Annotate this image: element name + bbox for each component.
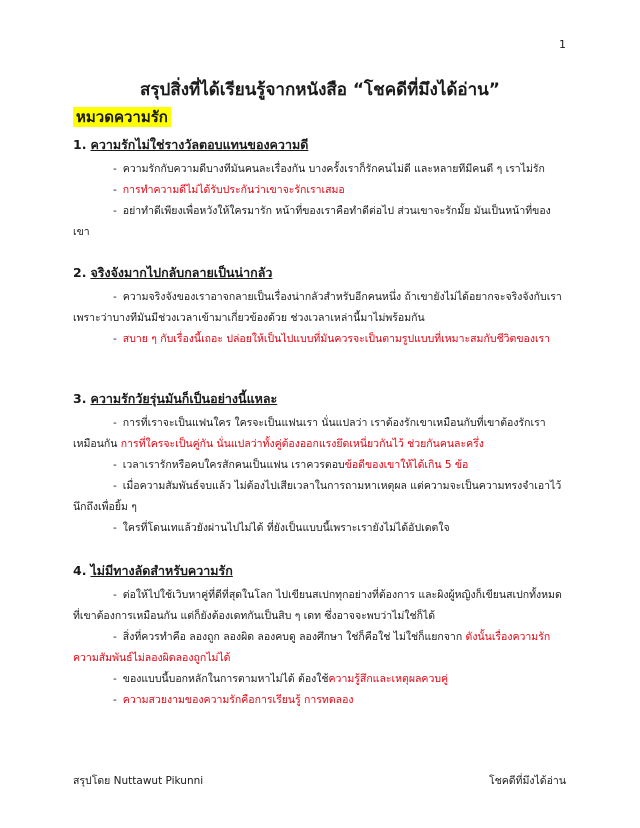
bullet-text: ของแบบนี้บอกหลักในการตามหาไม่ได้ ต้องใช้ <box>122 673 329 685</box>
bullet-dash: - <box>113 184 117 196</box>
section-number: 3. <box>73 391 87 406</box>
section-heading <box>73 560 567 581</box>
section-heading <box>73 388 567 409</box>
bullet-item <box>73 159 567 180</box>
bullet-item <box>73 690 567 711</box>
section-4 <box>73 560 567 711</box>
bullet-item <box>73 201 567 243</box>
bullet-text-emphasis: การที่ใครจะเป็นคู่กัน นั่นแปลว่าทั้งคู่ต้องออกแรงยึดเหนี่ยวกันไว้ ช่วยกันคนละครึ่ง <box>120 438 484 450</box>
bullet-dash: - <box>113 459 117 471</box>
page-number: 1 <box>559 38 566 51</box>
bullet-dash: - <box>113 522 117 534</box>
section-heading <box>73 134 567 155</box>
bullet-item <box>73 585 567 627</box>
bullet-text: สิ่งที่ควรทำคือ ลองถูก ลองผิด ลองคบดู ลองศึกษา ใช่ก็คือใช่ ไม่ใช่ก็แยกจาก <box>122 631 466 643</box>
bullet-item <box>73 180 567 201</box>
bullet-dash: - <box>113 205 117 217</box>
bullet-item <box>73 476 567 518</box>
section-number: 4. <box>73 563 87 578</box>
bullet-text: ใครที่โดนเทแล้วยังผ่านไปไม่ได้ ที่ยังเป็นแบบนี้เพราะเรายังไม่ได้อัปเดตใจ <box>122 522 450 534</box>
bullet-dash: - <box>113 673 117 685</box>
category-heading: หมวดความรัก <box>73 107 171 127</box>
section-3 <box>73 388 567 539</box>
section-1 <box>73 134 567 243</box>
document-title: สรุปสิ่งที่ได้เรียนรู้จากหนังสือ “โชคดีที่มึงได้อ่าน” <box>140 80 500 100</box>
bullet-text: ความสวยงามของความรักคือการเรียนรู้ การทดลอง <box>122 694 354 706</box>
footer-author: สรุปโดย Nuttawut Pikunni <box>73 775 204 787</box>
bullet-text: เวลาเรารักหรือคบใครสักคนเป็นแฟน เราควรตอบ <box>122 459 345 471</box>
bullet-dash: - <box>113 480 117 492</box>
bullet-text: เมื่อความสัมพันธ์จบแล้ว ไม่ต้องไปเสียเวลาในการถามหาเหตุผล แต่ความจะเป็นความทรงจำเอาไว้นึกถึงเพื่อยิ้ม ๆ <box>73 480 562 513</box>
bullet-text-emphasis: ความรู้สึกและเหตุผลควบคู่ <box>328 673 449 685</box>
bullet-text-emphasis: ข้อดีของเขาให้ได้เกิน 5 ข้อ <box>344 459 469 471</box>
section-title: ไม่มีทางลัดสำหรับความรัก <box>90 563 233 578</box>
bullet-item <box>73 518 567 539</box>
bullet-text-emphasis: ดังนั้นเรื่องความรักความสัมพันธ์ไม่ลองผิดลองถูกไม่ได้ <box>73 631 551 664</box>
bullet-item <box>73 329 567 350</box>
bullet-item <box>73 669 567 690</box>
bullet-text: สบาย ๆ กับเรื่องนี้เถอะ ปล่อยให้เป็นไปแบบที่มันควรจะเป็นตามรูปแบบที่เหมาะสมกับชีวิตของเรา <box>122 333 551 345</box>
bullet-item <box>73 287 567 329</box>
bullet-dash: - <box>113 163 117 175</box>
bullet-item <box>73 627 567 669</box>
bullet-dash: - <box>113 333 117 345</box>
section-2 <box>73 262 567 350</box>
bullet-dash: - <box>113 589 117 601</box>
section-number: 1. <box>73 137 87 152</box>
section-title: ความรักวัยรุ่นมันก็เป็นอย่างนี้แหละ <box>90 391 278 406</box>
section-heading <box>73 262 567 283</box>
bullet-text: การที่เราจะเป็นแฟนใคร ใครจะเป็นแฟนเรา นั่นแปลว่า เราต้องรักเขาเหมือนกับที่เขาต้องรักเราเหมือนกัน <box>73 417 546 450</box>
bullet-item <box>73 455 567 476</box>
footer-book-title: โชคดีที่มึงได้อ่าน <box>488 775 566 787</box>
bullet-text: อย่าทำดีเพียงเพื่อหวังให้ใครมารัก หน้าที่ของเราคือทำดีต่อไป ส่วนเขาจะรักมั้ย มันเป็นหน้าที่ของเขา <box>73 205 551 238</box>
bullet-text: ความจริงจังของเราอาจกลายเป็นเรื่องน่ากลัวสำหรับอีกคนหนึ่ง ถ้าเขายังไม่ได้อยากจะจริงจังกับเรา เพราะว่าบางทีมันมีช่วงเวลาเข้ามาเกี่ยวข้องด้วย ช่วงเวลาเหล่านี้มาไม่พร้อมกัน <box>73 291 562 324</box>
section-number: 2. <box>73 265 87 280</box>
bullet-dash: - <box>113 291 117 303</box>
bullet-text: ความรักกับความดีบางทีมันคนละเรื่องกัน บางครั้งเราก็รักคนไม่ดี และหลายทีมีคนดี ๆ เราไม่รัก <box>122 163 545 175</box>
bullet-item <box>73 413 567 455</box>
bullet-dash: - <box>113 694 117 706</box>
section-title: จริงจังมากไปกลับกลายเป็นน่ากลัว <box>90 265 273 280</box>
bullet-dash: - <box>113 631 117 643</box>
bullet-dash: - <box>113 417 117 429</box>
bullet-text: การทำความดีไม่ได้รับประกันว่าเขาจะรักเราเสมอ <box>122 184 345 196</box>
section-title: ความรักไม่ใช่รางวัลตอบแทนของความดี <box>90 137 309 152</box>
bullet-text: ต่อให้ไปใช้เวิบหาคู่ที่ดีที่สุดในโลก ไปเขียนสเปกทุกอย่างที่ต้องการ และผิงผู้หญิงก็เขียนสเปกทั้งหมดที่เขาต้องการเหมือนกัน แต่ก็ยังต้องเดทกันเป็นสิบ ๆ เดท ซึ่งอาจจะพบว่าไม่ใช่ก็ได้ <box>73 589 562 622</box>
